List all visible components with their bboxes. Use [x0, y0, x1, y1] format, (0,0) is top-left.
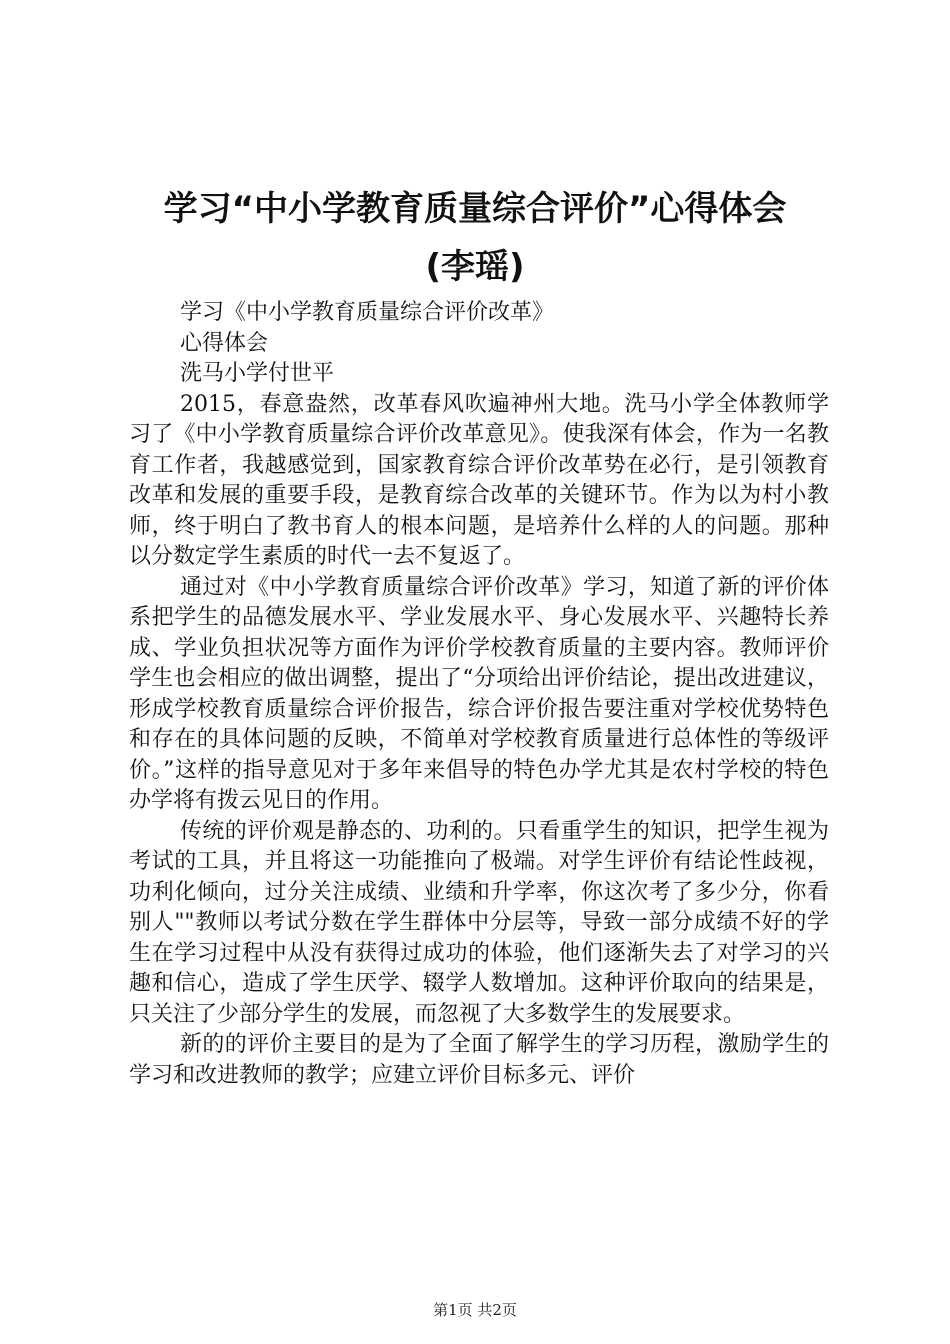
document-title-author: (李瑶) [425, 247, 525, 287]
document-body [129, 298, 829, 1091]
paragraph: 通过对《中小学教育质量综合评价改革》学习，知道了新的评价体系把学生的品德发展水平、学业发展水平、身心发展水平、兴趣特长养成、学业负担状况等方面作为评价学校教育质量的主要内容。教师评价学生也会相应的做出调整，提出了“分项给出评价结论，提出改进建议，形成学校教育质量综合评价报告，综合评价报告要注重对学校优势特色和存在的具体问题的反映，不简单对学校教育质量进行总体性的等级评价。”这样的指导意见对于多年来倡导的特色办学尤其是农村学校的特色办学将有拨云见日的作用。 [129, 574, 829, 813]
header-line-subtitle: 心得体会 [180, 330, 269, 356]
page-number-footer: 第1页 共2页 [433, 1301, 517, 1319]
document-title: 学习“中小学教育质量综合评价”心得体会 [163, 189, 787, 229]
paragraph: 2015，春意盎然，改革春风吹遍神州大地。洗马小学全体教师学习了《中小学教育质量综合评价改革意见》。使我深有体会，作为一名教育工作者，我越感觉到，国家教育综合评价改革势在必行，是引领教育改革和发展的重要手段，是教育综合改革的关键环节。作为以为村小教师，终于明白了教书育人的根本问题，是培养什么样的人的问题。那种以分数定学生素质的时代一去不复返了。 [129, 391, 829, 569]
header-line-author: 洗马小学付世平 [180, 361, 335, 386]
paragraph: 传统的评价观是静态的、功利的。只看重学生的知识，把学生视为考试的工具，并且将这一功能推向了极端。对学生评价有结论性歧视，功利化倾向，过分关注成绩、业绩和升学率，你这次考了多少分，你看别人""教师以考试分数在学生群体中分层等，导致一部分成绩不好的学生在学习过程中从没有获得过成功的体验，他们逐渐失去了对学习的兴趣和信心，造成了学生厌学、辍学人数增加。这种评价取向的结果是，只关注了少部分学生的发展，而忽视了大多数学生的发展要求。 [129, 818, 829, 1027]
header-line-article-title: 学习《中小学教育质量综合评价改革》 [180, 300, 555, 325]
paragraph: 新的的评价主要目的是为了全面了解学生的学习历程，激励学生的学习和改进教师的教学；应建立评价目标多元、评价 [129, 1032, 829, 1088]
